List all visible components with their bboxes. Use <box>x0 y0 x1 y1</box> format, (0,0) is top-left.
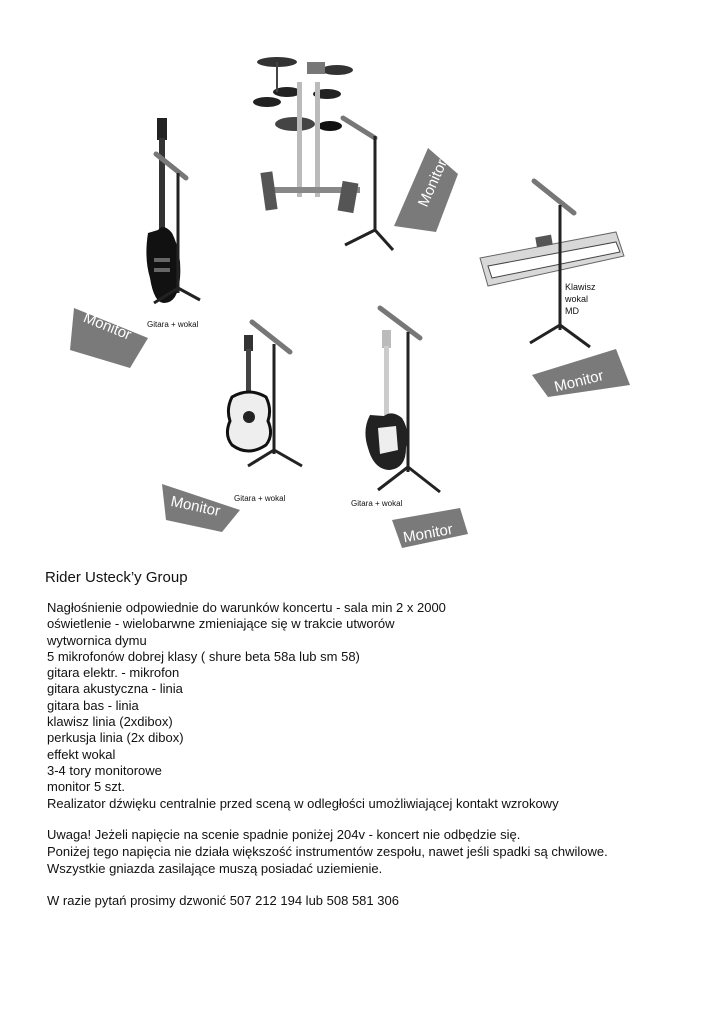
mic-stand-icon <box>246 316 306 471</box>
monitor-label: Monitor <box>401 520 455 547</box>
keyboard-label-line: wokal <box>565 294 589 304</box>
power-warning <box>47 826 608 877</box>
requirements-list <box>47 600 559 812</box>
monitor-wedge-icon <box>160 484 242 534</box>
acoustic-caption: Gitara + wokal <box>234 494 286 503</box>
monitor-wedge-icon <box>388 506 470 550</box>
bass-caption: Gitara + wokal <box>147 320 199 329</box>
list-item: Nagłośnienie odpowiednie do warunków koncertu - sala min 2 x 2000 <box>47 600 446 615</box>
list-item: monitor 5 szt. <box>47 779 126 795</box>
electric-caption: Gitara + wokal <box>351 499 403 508</box>
list-item: perkusja linia (2x dibox) <box>47 730 184 746</box>
monitor-wedge-icon <box>68 308 152 370</box>
list-item: gitara akustyczna - linia <box>47 681 183 697</box>
list-item: effekt wokal <box>47 746 116 762</box>
monitor-label: Monitor <box>169 492 222 521</box>
monitor-label: Monitor <box>414 156 451 210</box>
list-item: wytwornica dymu <box>47 632 147 648</box>
monitor-label: Monitor <box>80 309 134 344</box>
list-item: 3-4 tory monitorowe <box>47 762 162 778</box>
mic-stand-icon <box>148 148 208 308</box>
contact-info: W razie pytań prosimy dzwonić 507 212 194 lub 508 581 306 <box>47 893 399 908</box>
warning-line: Wszystkie gniazda zasilające muszą posiadać uziemienie. <box>47 861 383 876</box>
list-item: klawisz linia (2xdibox) <box>47 714 173 730</box>
list-item: gitara bas - linia <box>47 697 139 713</box>
warning-line: Poniżej tego napięcia nie działa większość instrumentów zespołu, nawet jeśli spadki są chwilowe. <box>47 844 608 859</box>
mic-stand-icon <box>528 175 598 355</box>
list-item: gitara elektr. - mikrofon <box>47 665 180 681</box>
warning-line: Uwaga! Jeżeli napięcie na scenie spadnie poniżej 204v - koncert nie odbędzie się. <box>47 827 521 842</box>
keyboard-label-line: MD <box>565 306 579 316</box>
keyboard-label-line: Klawisz <box>565 282 596 292</box>
mic-stand-icon <box>374 302 444 497</box>
list-item: Realizator dźwięku centralnie przed sceną w odległości umożliwiającej kontakt wzrokowy <box>47 795 559 811</box>
monitor-wedge-icon <box>530 347 634 399</box>
keyboard-label <box>565 281 596 317</box>
mic-stand-icon <box>335 110 395 260</box>
monitor-wedge-icon <box>392 148 462 234</box>
monitor-label: Monitor <box>552 367 606 396</box>
list-item: 5 mikrofonów dobrej klasy ( shure beta 58a lub sm 58) <box>47 648 360 664</box>
list-item: oświetlenie - wielobarwne zmieniające się w trakcie utworów <box>47 616 395 632</box>
page-title: Rider Usteck’y Group <box>45 569 188 586</box>
